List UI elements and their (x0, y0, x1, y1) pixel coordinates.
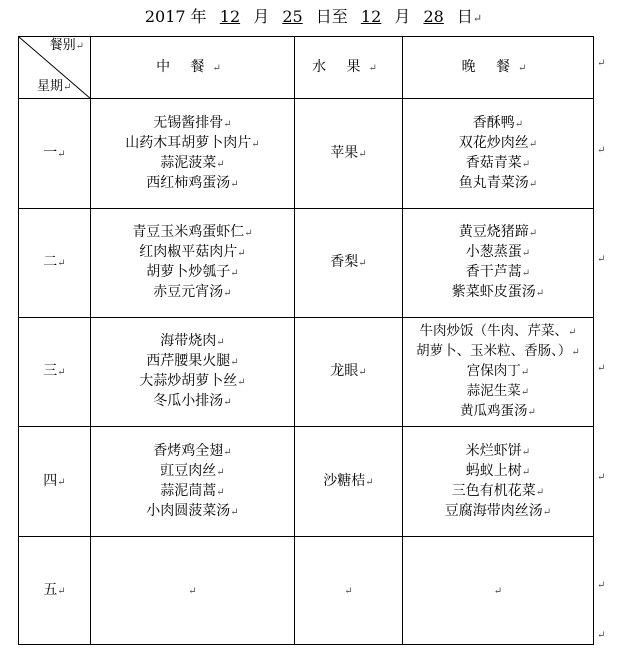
lunch-cell (91, 209, 295, 318)
corner-label-meal: 餐别↵ (49, 38, 84, 53)
title-end-month: 12 (360, 7, 382, 26)
header-row (19, 37, 594, 99)
dish: 黄瓜鸡蛋汤↵ (460, 403, 536, 419)
paragraph-mark-icon: ↵ (344, 585, 353, 597)
title-month-char-1: 月 (253, 7, 270, 26)
title-end-day: 28 (423, 7, 444, 26)
corner-label-weekday: 星期↵ (37, 79, 72, 94)
dish: 双花炒肉丝↵ (458, 134, 538, 151)
row-end-mark-icon: ↵ (597, 58, 606, 69)
dish: 大蒜炒胡萝卜丝↵ (139, 373, 246, 389)
dish: 宫保肉丁↵ (466, 363, 530, 379)
paragraph-mark-icon: ↵ (472, 12, 483, 25)
row-end-mark-icon: ↵ (597, 145, 606, 156)
day-cell: 三↵ (19, 318, 91, 427)
row-end-mark-icon: ↵ (597, 630, 606, 641)
title-start-day: 25 (282, 7, 303, 26)
header-fruit: 水 果↵ (295, 37, 403, 99)
header-lunch: 中 餐↵ (91, 37, 295, 99)
title-to-text: 日至 (315, 7, 348, 26)
fruit-cell: 龙眼↵ (295, 318, 403, 427)
dish: 鱼丸青菜汤↵ (458, 174, 538, 191)
dinner-cell (403, 99, 594, 209)
dinner-cell (403, 209, 594, 318)
day-cell: 二↵ (19, 209, 91, 318)
dinner-cell (403, 537, 594, 645)
title-start-month: 12 (219, 7, 241, 26)
dish: 冬瓜小排汤↵ (153, 393, 232, 409)
title-day-char: 日 (456, 7, 473, 26)
header-dinner: 晚 餐↵ (403, 37, 594, 99)
row-end-mark-icon: ↵ (597, 580, 606, 591)
dish: 无锡酱排骨↵ (153, 114, 232, 131)
table-row (19, 209, 594, 318)
lunch-cell (91, 318, 295, 427)
dish: 胡萝卜炒瓠子↵ (146, 264, 239, 280)
dish: 小葱蒸蛋↵ (465, 244, 531, 260)
paragraph-mark-icon: ↵ (188, 585, 197, 597)
title-month-char-2: 月 (394, 7, 411, 26)
fruit-cell: 香梨↵ (295, 209, 403, 318)
lunch-cell (91, 427, 295, 537)
dish: 三色有机花菜↵ (451, 482, 545, 499)
menu-title (0, 6, 627, 30)
dish: 蒜泥菠菜↵ (160, 154, 225, 171)
day-cell: 四↵ (19, 427, 91, 537)
dish: 牛肉炒饭（牛肉、芹菜、↵ (419, 323, 577, 339)
dish: 米烂虾饼↵ (465, 442, 531, 459)
dish: 香菇青菜↵ (465, 154, 531, 171)
dish: 蚂蚁上树↵ (465, 462, 531, 479)
paragraph-mark-icon: ↵ (493, 585, 503, 597)
fruit-cell: 苹果↵ (295, 99, 403, 209)
table-row (19, 99, 594, 209)
lunch-cell (91, 99, 295, 209)
dinner-cell (403, 318, 594, 427)
dish: 香酥鸭↵ (472, 114, 524, 131)
fruit-cell: 沙糖桔↵ (295, 427, 403, 537)
row-end-mark-icon: ↵ (597, 472, 606, 483)
dish: 香干芦蒿↵ (465, 264, 531, 280)
dish: 小肉圆菠菜汤↵ (146, 502, 239, 519)
dish: 蒜泥茼蒿↵ (160, 482, 225, 499)
dish: 山药木耳胡萝卜肉片↵ (125, 134, 260, 151)
lunch-cell (91, 537, 295, 645)
corner-cell (19, 37, 91, 99)
table-row (19, 537, 594, 645)
row-end-mark-icon: ↵ (597, 363, 606, 374)
table-row (19, 318, 594, 427)
title-year-suffix: 年 (190, 7, 207, 26)
dish: 紫菜虾皮蛋汤↵ (451, 284, 545, 300)
dish: 豇豆肉丝↵ (160, 462, 225, 479)
dish: 黄豆烧猪蹄↵ (458, 224, 538, 240)
table-row (19, 427, 594, 537)
dish: 海带烧肉↵ (160, 333, 225, 349)
dish: 西芹腰果火腿↵ (146, 353, 239, 369)
dish: 胡萝卜、玉米粒、香肠、）↵ (416, 343, 580, 359)
dish: 赤豆元宵汤↵ (153, 284, 232, 300)
day-cell: 一↵ (19, 99, 91, 209)
title-year: 2017 (144, 7, 186, 26)
dish: 西红柿鸡蛋汤↵ (146, 174, 239, 191)
dish: 香烤鸡全翅↵ (153, 442, 232, 459)
dish: 豆腐海带肉丝汤↵ (444, 502, 552, 519)
dish: 青豆玉米鸡蛋虾仁↵ (132, 224, 253, 240)
weekly-menu-table (18, 36, 594, 645)
row-end-mark-icon: ↵ (597, 254, 606, 265)
day-cell: 五↵ (19, 537, 91, 645)
dish: 红肉椒平菇肉片↵ (139, 244, 246, 260)
dish: 蒜泥生菜↵ (466, 383, 530, 399)
fruit-cell (295, 537, 403, 645)
dinner-cell (403, 427, 594, 537)
